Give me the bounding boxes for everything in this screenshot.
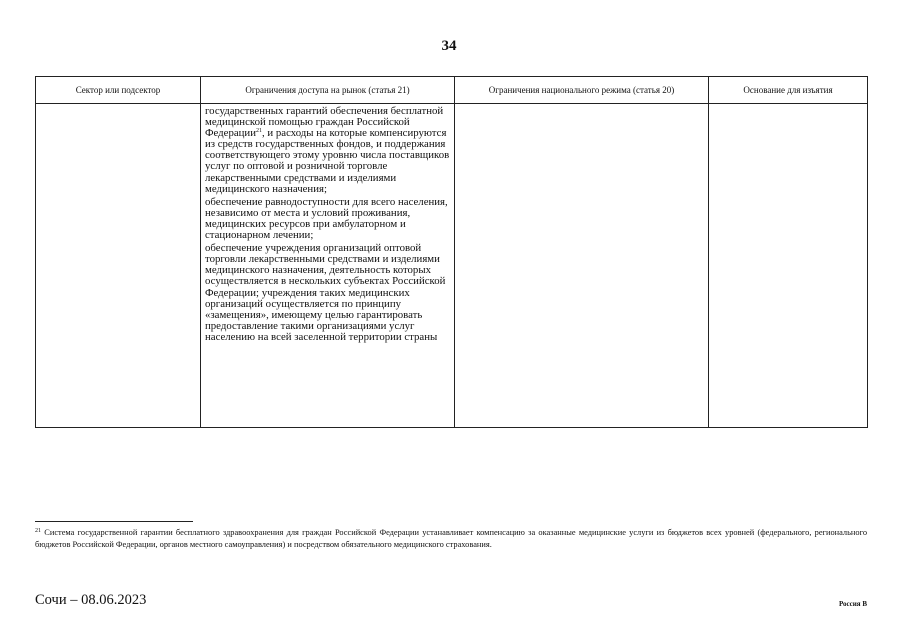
cell-sector	[36, 104, 201, 428]
footer-party-label: Россия В	[838, 600, 867, 608]
paragraph-text: , и расходы на которые компенсируются из средств государственных фондов, и поддержания соответствующего этому уровню числа поставщиков услуг по оптовой и розничной торговле лекарственными средствами и изделиями медицинского назначения;	[205, 127, 450, 195]
schedule-table	[35, 76, 868, 428]
header-sector: Сектор или подсектор	[36, 77, 201, 104]
footnote-text: Система государственной гарантии бесплатного здравоохранения для граждан Российской Федерации устанавливает компенсацию за оказанные медицинские услуги из бюджетов всех уровней (федерального, регионального бюджетов Российской Федерации, органов местного самоуправления) и посредством обязательного медицинского страхования.	[35, 528, 868, 549]
market-access-paragraph-3: обеспечение учреждения организаций оптовой торговли лекарственными средствами и изделиями медицинского назначения, деятельность которых осуществляется в нескольких субъектах Российской Федерации; учреждения таких медицинских организаций осуществляется по принципу «замещения», имеющему целью гарантировать предоставление такими организациями услуг населению на всей заселенной территории страны	[205, 242, 446, 343]
table-header-row	[36, 77, 868, 104]
cell-basis	[709, 104, 868, 428]
footnote	[35, 527, 867, 551]
header-national-treatment: Ограничения национального режима (статья 20)	[455, 77, 709, 104]
market-access-paragraph-1	[205, 106, 450, 195]
page-number: 34	[441, 38, 457, 54]
footer-date-location: Сочи – 08.06.2023	[35, 592, 147, 608]
header-basis: Основание для изъятия	[709, 77, 868, 104]
cell-national-treatment	[455, 104, 709, 428]
cell-market-access	[201, 104, 455, 428]
header-market-access: Ограничения доступа на рынок (статья 21)	[201, 77, 455, 104]
paragraph-text: государственных гарантий обеспечения бесплатной медицинской помощью граждан Российской Федерации	[205, 105, 444, 140]
market-access-paragraph-2: обеспечение равнодоступности для всего населения, независимо от места и условий проживания, медицинских ресурсов при амбулаторном и стационарном лечении;	[205, 195, 448, 242]
footnote-reference[interactable]: 21	[256, 128, 262, 135]
footnote-separator	[35, 521, 193, 522]
footnote-number: 21	[35, 528, 41, 534]
table-row	[36, 104, 868, 428]
